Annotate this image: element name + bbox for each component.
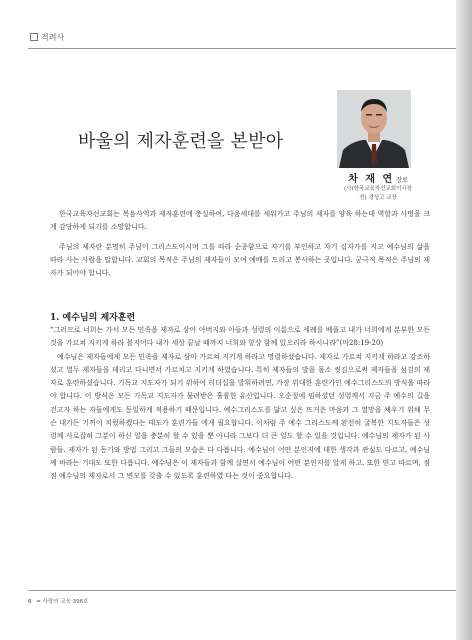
section-text <box>50 324 430 484</box>
footer-separator: = <box>36 599 41 605</box>
page-edge-shadow <box>456 0 472 640</box>
article-title: 바울의 제자훈련을 본받아 <box>78 131 284 152</box>
intro-text <box>50 208 430 280</box>
author-rank: 장로 <box>396 177 408 184</box>
intro-paragraph: 주님의 제자란 분명히 주님이 그리스도이시며 그를 따라 순종함으로 자기를 부인하고 자기 십자가를 지고 예수님의 삶을 따라 사는 사람을 말합니다. 교회의 목적은 주님의 제자들이 모여 예배를 드리고 봉사하는 곳입니다. 궁극적 목적은 주님의 제자가 되어야 합니다. <box>50 242 430 278</box>
square-icon <box>30 33 38 41</box>
author-block <box>326 170 430 203</box>
scripture-quote: “그러므로 너희는 가서 모든 민족을 제자로 삼아 아버지와 아들과 성령의 이름으로 세례를 베풀고 내가 너희에게 분부한 모든 것을 가르쳐 지키게 하라 볼지어다 내가 세상 끝날 때까지 너희와 항상 함께 있으리라 하시니라”(마28:19-20) <box>50 326 430 348</box>
header-label: 격려사 <box>41 32 65 42</box>
author-position: (사)한국교육자선교회이사장 <box>343 186 413 192</box>
author-former-position: 전) 경성고 교장 <box>359 195 397 201</box>
section-paragraph: 예수님은 제자들에게 모든 민족을 제자로 삼아 가르쳐 지키게 하라고 명령하셨습니다. 제자로 가르쳐 지키게 하라고 강조하셨고 열두 제자들을 데리고 다니면서 가르치고 지키게 하였습니다. 특히 제자들의 발을 몸소 씻김으로써 제자들을 섬김의 제자로 훈련하셨습니다. 기독교 지도자가 되기 위하여 리더십을 발휘하려면, 가장 위대한 훈련가인 예수그리스도의 방식을 따라야 합니다. 이 방식은 모든 기독교 지도자가 물려받은 훌륭한 유산입니다. 오순절에 임하셨던 성령께서 지금 주 예수의 길을 걷고자 하는 자들에게도 동일하게 적용하기 때문입니다. 예수그리스도를 닮고 싶은 뜨거운 마음과 그 열망을 채우기 위해 무슨 대가든 기꺼이 치렀하겠다는 태도가 훈련가들 에게 필요합니다. 이처럼 주 예수 그리스도께 완전히 굴복한 지도자들은 성령께 사로잡혀 그분이 하신 일을 충분히 할 수 있을 뿐 아니라 그보다 더 큰 일도 할 수 있을 것입니다. 예수님의 제자가 된 사람들. 제자가 된 동기와 방법 그리고 그들의 모습은 다 다릅니다. 예수님이 어떤 분인지에 대한 생각과 관심도 다르고, 예수님께 바라는 기대도 또한 다릅니다. 예수님은 이 제자들과 함께 살면서 예수님이 어떤 분인지를 알게 하고, 또한 믿고 따르며, 점점 예수님의 제자로서 그 변모를 갖출 수 있도록 훈련하였 다는 것이 중요합니다. <box>50 352 430 481</box>
publication-name: 사랑의 교육 396호 <box>42 599 89 605</box>
intro-paragraph: 한국교육자선교회는 복음사역과 제자훈련에 충실하여, 다음세대를 세워가고 주님의 제자를 양육 하는데 역할과 사명을 크게 감당하게 되기를 소망합니다. <box>50 210 430 232</box>
header-divider <box>28 48 456 49</box>
author-photo <box>337 90 411 168</box>
page-footer <box>28 590 456 605</box>
section-heading: 1. 예수님의 제자훈련 <box>50 313 136 323</box>
page-header <box>30 30 64 44</box>
page-number: 6 <box>28 599 32 605</box>
author-name: 차 재 연 장로 <box>348 174 408 185</box>
